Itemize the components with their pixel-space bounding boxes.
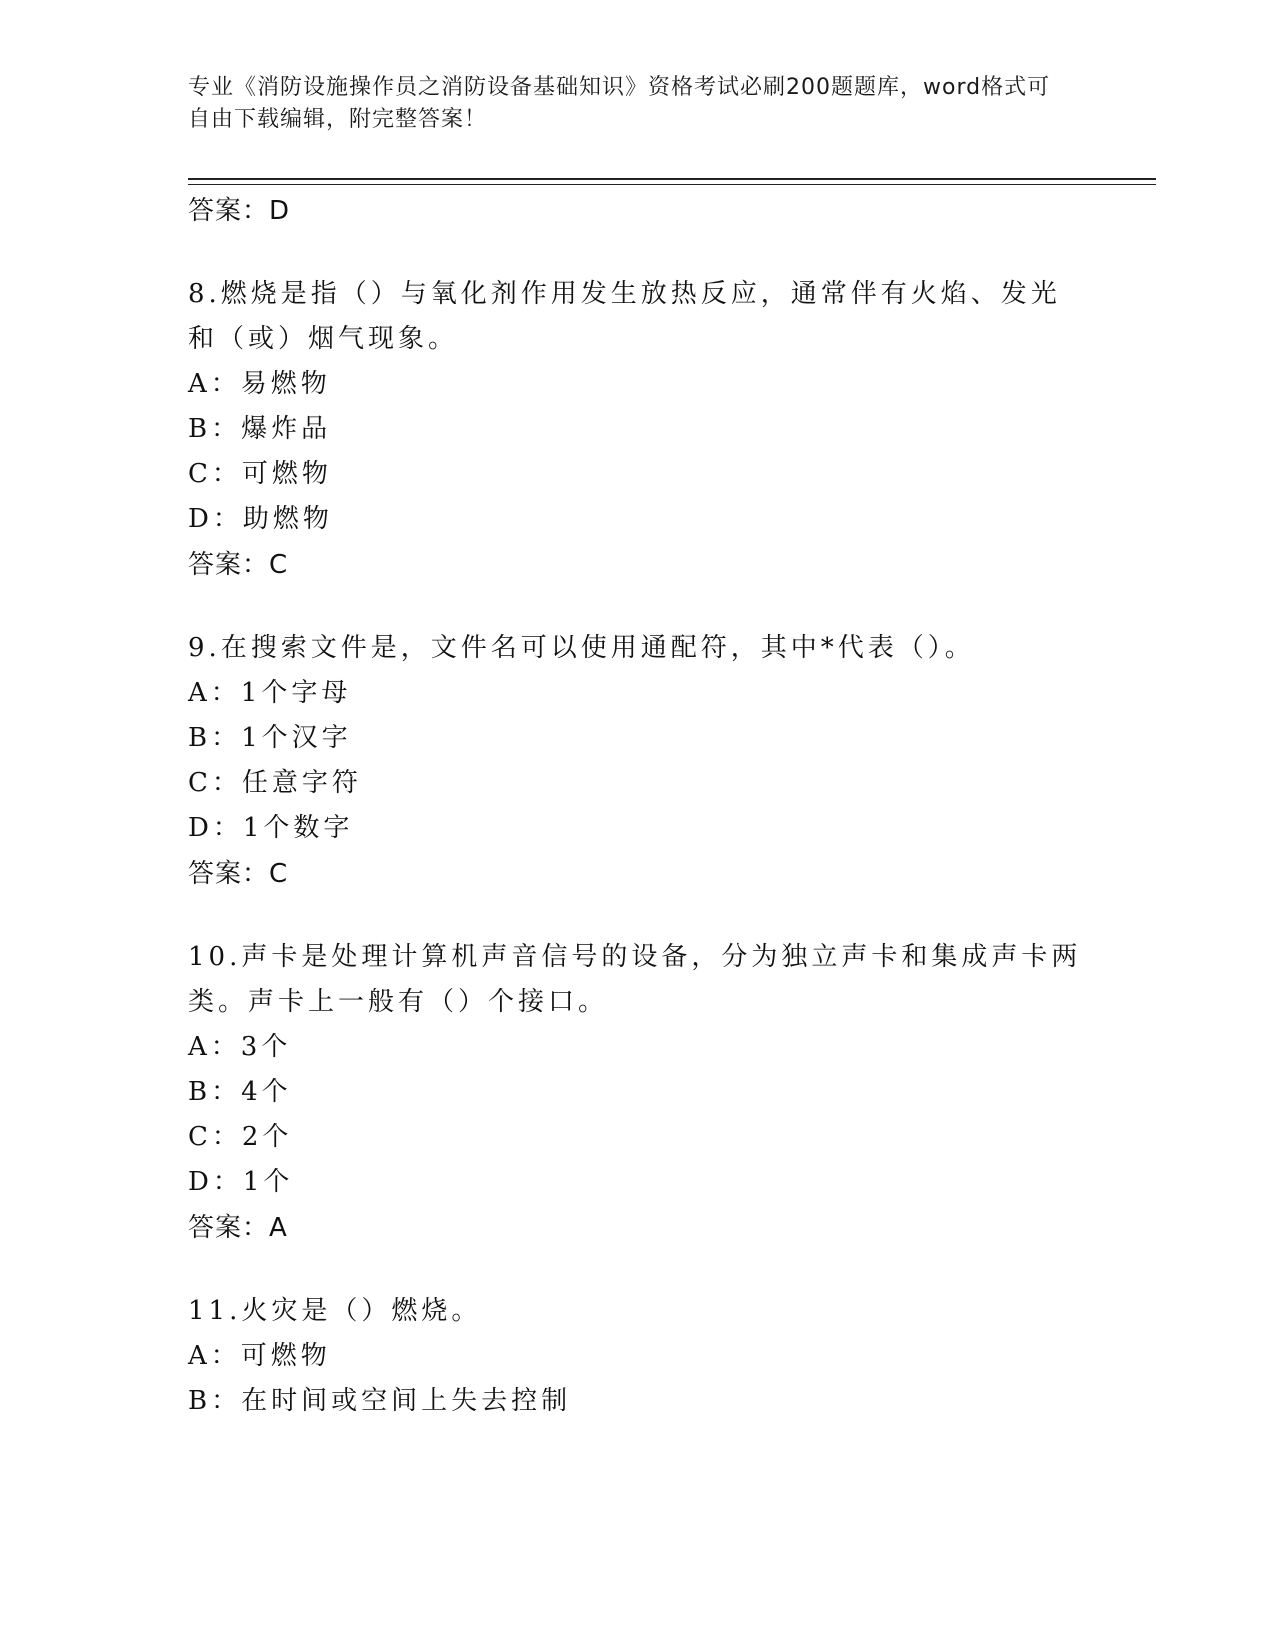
option-c: C：任意字符 (188, 768, 362, 798)
option-d: D：助燃物 (188, 504, 333, 534)
option-a: A：1个字母 (188, 678, 352, 708)
question-11 (188, 1289, 1088, 1424)
option-a: A：可燃物 (188, 1341, 331, 1371)
answer-line: 答案：C (188, 859, 289, 889)
document-header: 专业《消防设施操作员之消防设备基础知识》资格考试必刷200题题库，word格式可自由下载编辑，附完整答案！ (188, 75, 1051, 132)
question-stem: 11.火灾是（）燃烧。 (188, 1296, 482, 1326)
option-c: C：可燃物 (188, 459, 332, 489)
option-a: A：3个 (188, 1032, 292, 1062)
answer-line: 答案：D (188, 196, 291, 226)
option-b: B：在时间或空间上失去控制 (188, 1386, 572, 1416)
header-divider-thick (188, 178, 1156, 180)
option-b: B：1个汉字 (188, 723, 352, 753)
question-stem: 10.声卡是处理计算机声音信号的设备，分为独立声卡和集成声卡两类。声卡上一般有（）个接口。 (188, 942, 1082, 1017)
question-10 (188, 935, 1088, 1251)
option-d: D：1个 (188, 1167, 294, 1197)
answer-line: 答案：C (188, 550, 289, 580)
header-divider-thin (188, 184, 1156, 185)
question-stem: 8.燃烧是指（）与氧化剂作用发生放热反应，通常伴有火焰、发光和（或）烟气现象。 (188, 279, 1061, 354)
option-d: D：1个数字 (188, 813, 354, 843)
question-list (188, 188, 1088, 1424)
question-stem: 9.在搜索文件是，文件名可以使用通配符，其中*代表（）。 (188, 633, 975, 663)
answer-line: 答案：A (188, 1213, 288, 1243)
option-b: B：爆炸品 (188, 414, 332, 444)
option-b: B：4个 (188, 1077, 292, 1107)
option-c: C：2个 (188, 1122, 293, 1152)
question-8 (188, 272, 1088, 588)
option-a: A：易燃物 (188, 369, 331, 399)
question-9 (188, 626, 1088, 897)
